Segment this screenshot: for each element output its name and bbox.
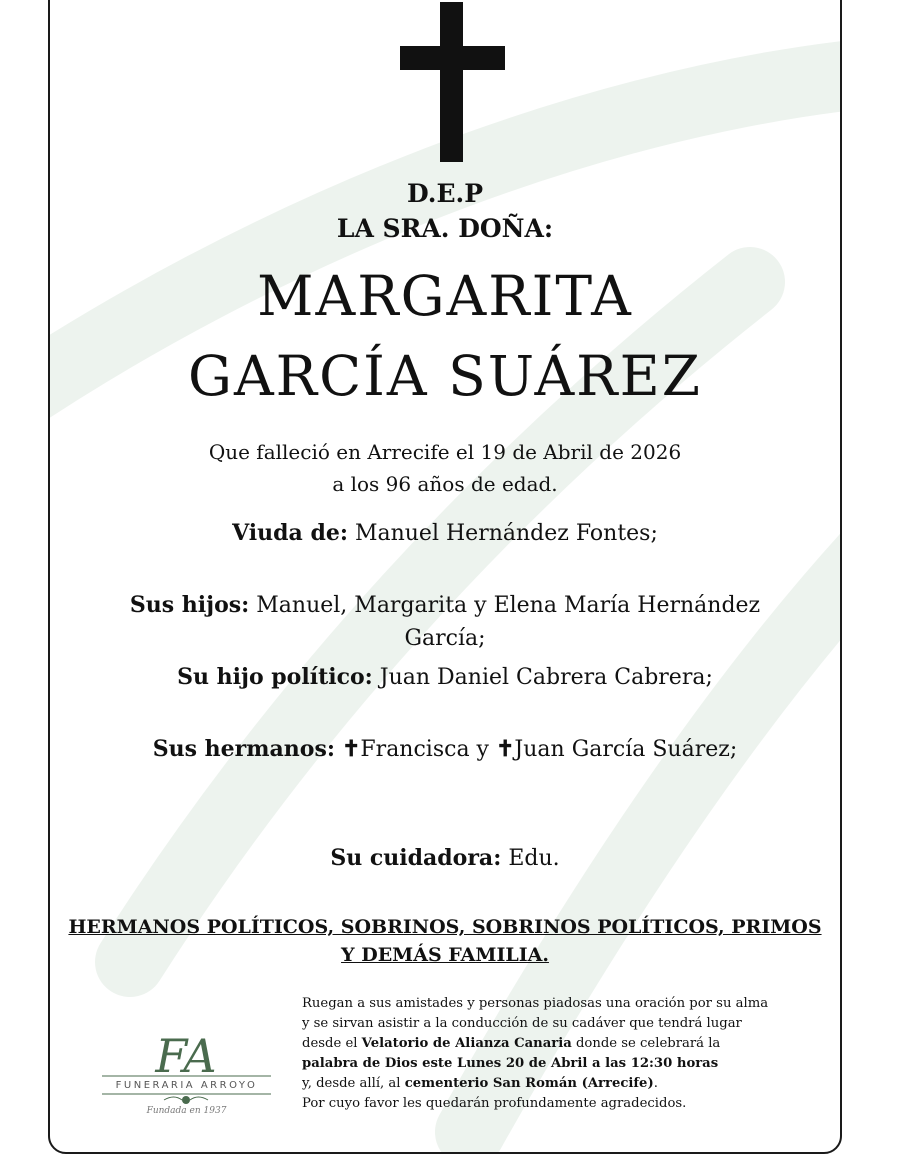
extended-family-line1: HERMANOS POLÍTICOS, SOBRINOS, SOBRINOS POLÍTICOS, PRIMOS [68, 916, 822, 938]
wake-location: Velatorio de Alianza Canaria [361, 1036, 572, 1051]
death-place-date: Que falleció en Arrecife el 19 de Abril de 2026 [208, 440, 682, 464]
cross-icon: ✝ [341, 736, 361, 762]
notice-line [302, 1054, 837, 1074]
service-notice [302, 994, 837, 1114]
widow-value: Manuel Hernández Fontes; [354, 521, 658, 546]
son-in-law-label: Su hijo político: [177, 664, 373, 690]
notice-line: desde el Velatorio de Alianza Canaria donde se celebrará la [302, 1036, 721, 1051]
sibling-name-2: Juan García Suárez; [514, 737, 738, 762]
extended-family-line2: Y DEMÁS FAMILIA. [341, 944, 549, 966]
sibling-name-1: Francisca y [360, 737, 489, 762]
siblings-label: Sus hermanos: [152, 736, 335, 762]
svg-text:FA: FA [155, 1029, 217, 1083]
funeral-home-tagline: Fundada en 1937 [146, 1106, 227, 1116]
siblings [50, 736, 840, 762]
children-continued: García; [404, 626, 486, 651]
notice-line: Ruegan a sus amistades y personas piadosas una oración por su alma [302, 996, 769, 1011]
children [50, 592, 840, 618]
notice-line: y se sirvan asistir a la conducción de su cadáver que tendrá lugar [302, 1016, 742, 1031]
son-in-law-value: Juan Daniel Cabrera Cabrera; [379, 665, 713, 690]
deceased-first-name: MARGARITA [257, 264, 633, 328]
age-at-death: a los 96 años de edad. [332, 472, 558, 496]
funeral-home-name: FUNERARIA ARROYO [115, 1080, 258, 1091]
caregiver [50, 845, 840, 871]
cemetery-location: cementerio San Román (Arrecife) [404, 1076, 654, 1091]
deceased-surnames: GARCÍA SUÁREZ [188, 344, 702, 408]
widow-label: Viuda de: [232, 520, 348, 546]
service-time: palabra de Dios este Lunes 20 de Abril a las 12:30 horas [302, 1056, 719, 1071]
cross-icon [400, 2, 505, 162]
widow-of [50, 520, 840, 546]
caregiver-label: Su cuidadora: [330, 845, 502, 871]
title-heading: LA SRA. DOÑA: [336, 214, 554, 243]
cross-icon: ✝ [495, 736, 515, 762]
notice-line: y, desde allí, al cementerio San Román (Arrecife). [302, 1076, 658, 1091]
funeral-home-logo [94, 1018, 279, 1128]
children-label: Sus hijos: [129, 592, 250, 618]
caregiver-value: Edu. [508, 846, 560, 871]
notice-line: Por cuyo favor les quedarán profundamente agradecidos. [302, 1096, 687, 1111]
son-in-law [50, 664, 840, 690]
children-value: Manuel, Margarita y Elena María Hernández [256, 593, 761, 618]
obituary-card [48, 0, 842, 1154]
dep-heading: D.E.P [406, 179, 484, 208]
